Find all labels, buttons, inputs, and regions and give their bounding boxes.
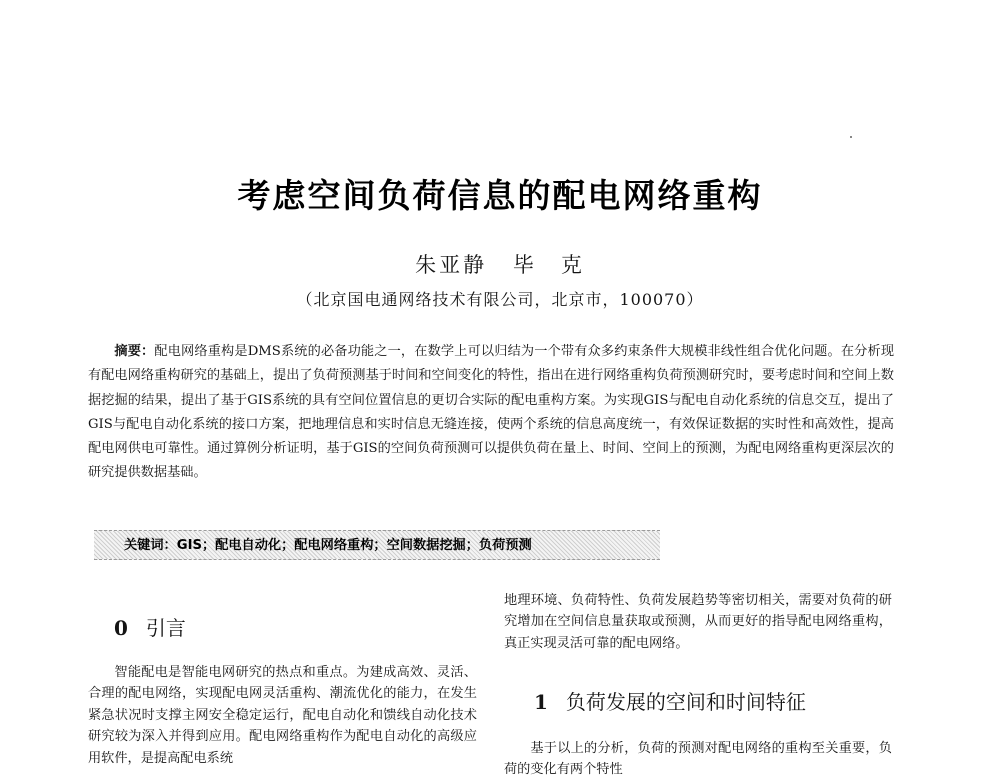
right-column-text: 地理环境、负荷特性、负荷发展趋势等密切相关，需要对负荷的研究增加在空间信息量获取或预测，从而更好的指导配电网络重构，真正实现灵活可靠的配电网络。 bbox=[504, 593, 892, 651]
author-name: 毕 克 bbox=[512, 253, 585, 277]
abstract-text: 配电网络重构是DMS系统的必备功能之一，在数学上可以归结为一个带有众多约束条件大规模非线性组合优化问题。在分析现有配电网络重构研究的基础上，提出了负荷预测基于时间和空间变化的特性，指出在进行网络重构负荷预测研究时，要考虑时间和空间上数据挖掘的结果，提出了基于GIS系统的具有空间位置信息的更切合实际的配电重构方案。为实现GIS与配电自动化系统的信息交互，提出了GIS与配电自动化系统的接口方案，把地理信息和实时信息无缝连接，使两个系统的信息高度统一，有效保证数据的实时性和高效性，提高配电网供电可靠性。通过算例分析证明，基于GIS的空间负荷预测可以提供负荷在量上、时间、空间上的预测，为配电网络重构更深层次的研究提供数据基础。 bbox=[88, 344, 895, 481]
scan-speck bbox=[850, 136, 852, 138]
abstract bbox=[88, 340, 894, 486]
section-heading bbox=[114, 612, 186, 641]
author-list bbox=[0, 249, 1000, 279]
section-heading bbox=[534, 686, 806, 715]
section-number: 1 bbox=[534, 690, 548, 714]
author-name: 朱亚静 bbox=[415, 253, 488, 277]
section-0-body: 智能配电是智能电网研究的热点和重点。为建成高效、灵活、合理的配电网络，实现配电网灵活重构、潮流优化的能力，在发生紧急状况时支撑主网安全稳定运行，配电自动化和馈线自动化技术研究较为深入并得到应用。配电网络重构作为配电自动化的高级应用软件，是提高配电系统 bbox=[88, 665, 477, 766]
section-1-body: 基于以上的分析，负荷的预测对配电网络的重构至关重要，负荷的变化有两个特性 bbox=[504, 741, 892, 778]
abstract-label: 摘要： bbox=[114, 344, 155, 359]
paper-title: 考虑空间负荷信息的配电网络重构 bbox=[237, 176, 763, 215]
keywords: 关键词：GIS；配电自动化；配电网络重构；空间数据挖掘；负荷预测 bbox=[94, 530, 660, 560]
section-title: 引言 bbox=[145, 616, 186, 640]
affiliation: （北京国电通网络技术有限公司，北京市，100070） bbox=[296, 290, 704, 309]
section-title: 负荷发展的空间和时间特征 bbox=[565, 690, 806, 714]
section-number: 0 bbox=[114, 616, 128, 640]
